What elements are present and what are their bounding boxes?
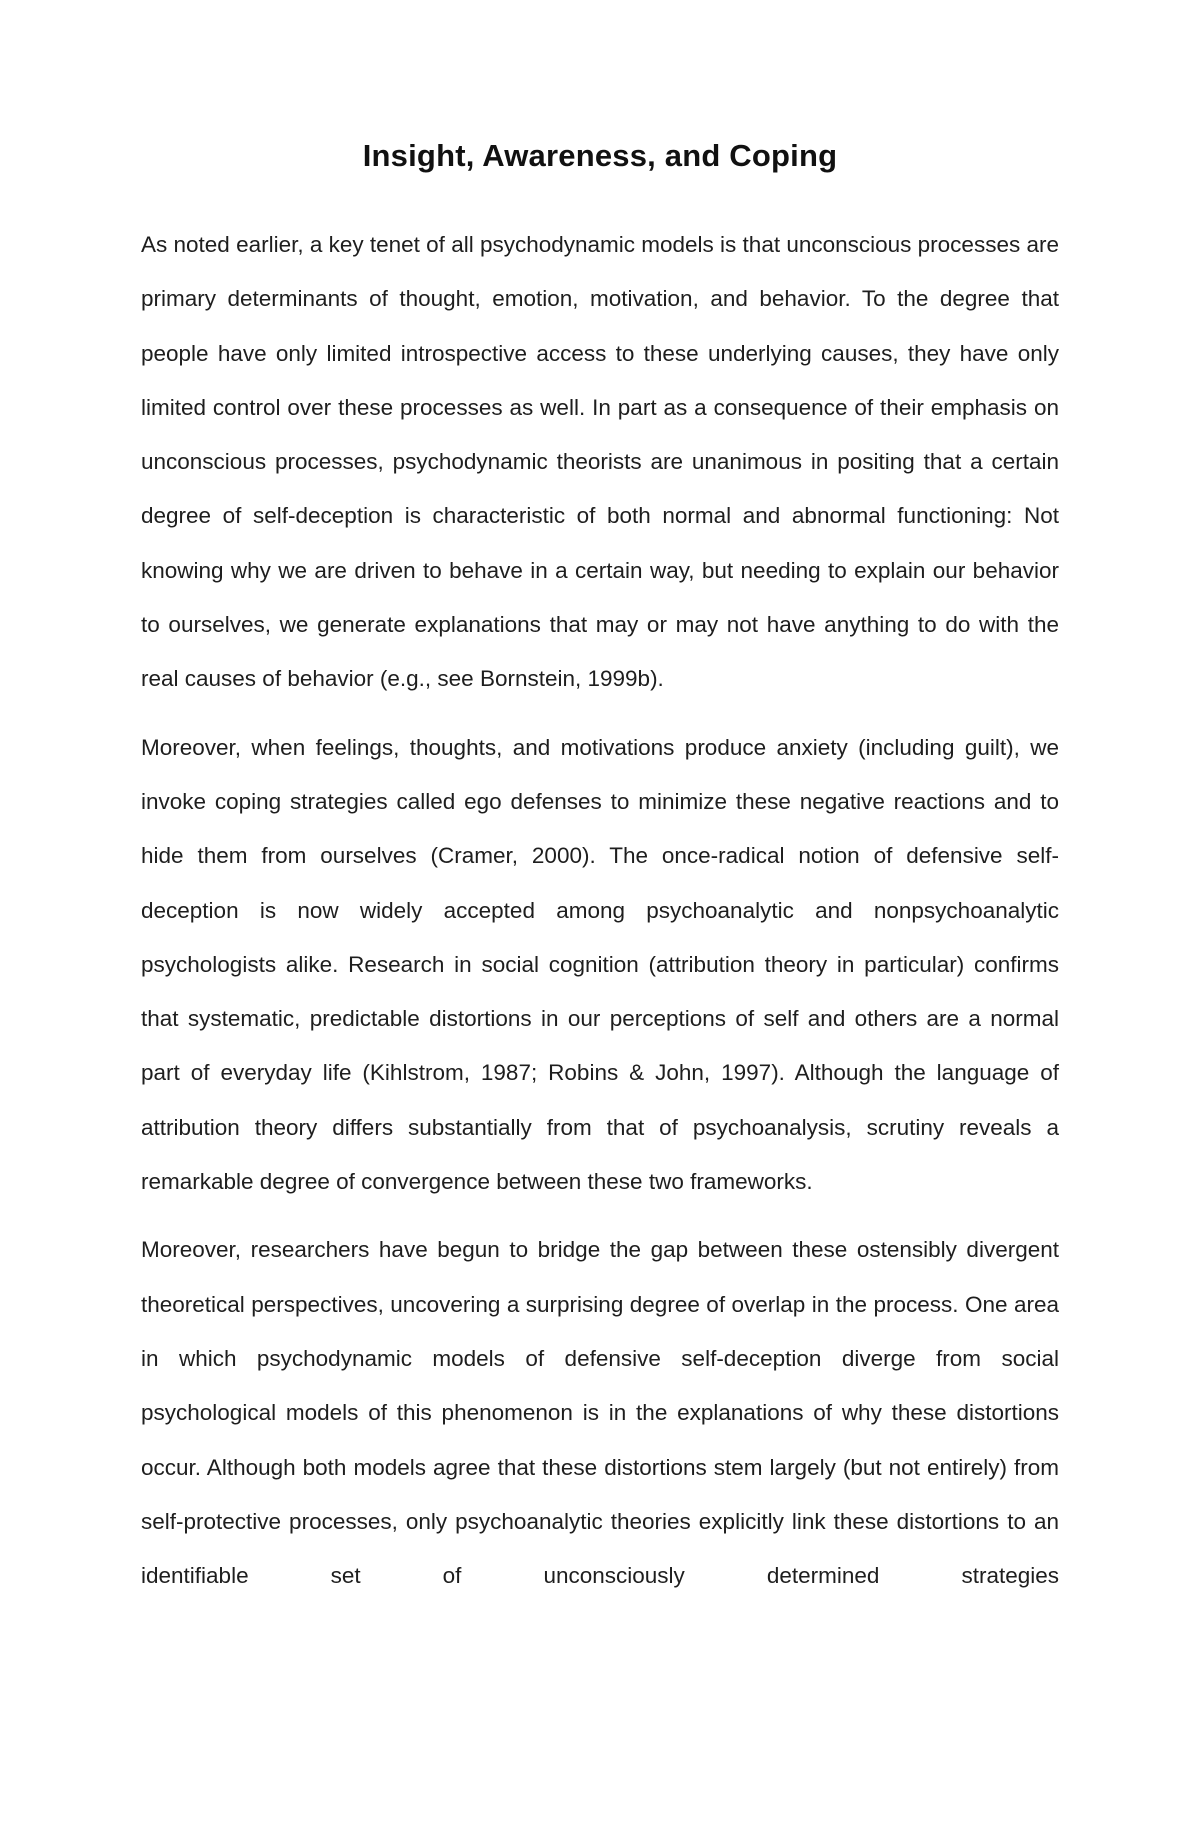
paragraph-1: As noted earlier, a key tenet of all psychodynamic models is that unconscious processes are primary determinants of thought, emotion, motivation, and behavior. To the degree that people have only limited introspective access to these underlying causes, they have only limited control over these processes as well. In part as a consequence of their emphasis on unconscious processes, psychodynamic theorists are unanimous in positing that a certain degree of self-deception is characteristic of both normal and abnormal functioning: Not knowing why we are driven to behave in a certain way, but needing to explain our behavior to ourselves, we generate explanations that may or may not have anything to do with the real causes of behavior (e.g., see Bornstein, 1999b).	[141, 232, 1059, 692]
document-body	[141, 218, 1059, 1617]
paragraph-3: Moreover, researchers have begun to bridge the gap between these ostensibly divergent theoretical perspectives, uncovering a surprising degree of overlap in the process. One area in which psychodynamic models of defensive self-deception diverge from social psychological models of this phenomenon is in the explanations of why these distortions occur. Although both models agree that these distortions stem largely (but not entirely) from self-protective processes, only psychoanalytic theories explicitly link these distortions to an identifiable set of unconsciously determined strategies	[141, 1237, 1059, 1589]
page-title: Insight, Awareness, and Coping	[362, 138, 838, 173]
paragraph-2: Moreover, when feelings, thoughts, and motivations produce anxiety (including guilt), we invoke coping strategies called ego defenses to minimize these negative reactions and to hide them from ourselves (Cramer, 2000). The once-radical notion of defensive self-deception is now widely accepted among psychoanalytic and nonpsychoanalytic psychologists alike. Research in social cognition (attribution theory in particular) confirms that systematic, predictable distortions in our perceptions of self and others are a normal part of everyday life (Kihlstrom, 1987; Robins & John, 1997). Although the language of attribution theory differs substantially from that of psychoanalysis, scrutiny reveals a remarkable degree of convergence between these two frameworks.	[141, 734, 1059, 1195]
